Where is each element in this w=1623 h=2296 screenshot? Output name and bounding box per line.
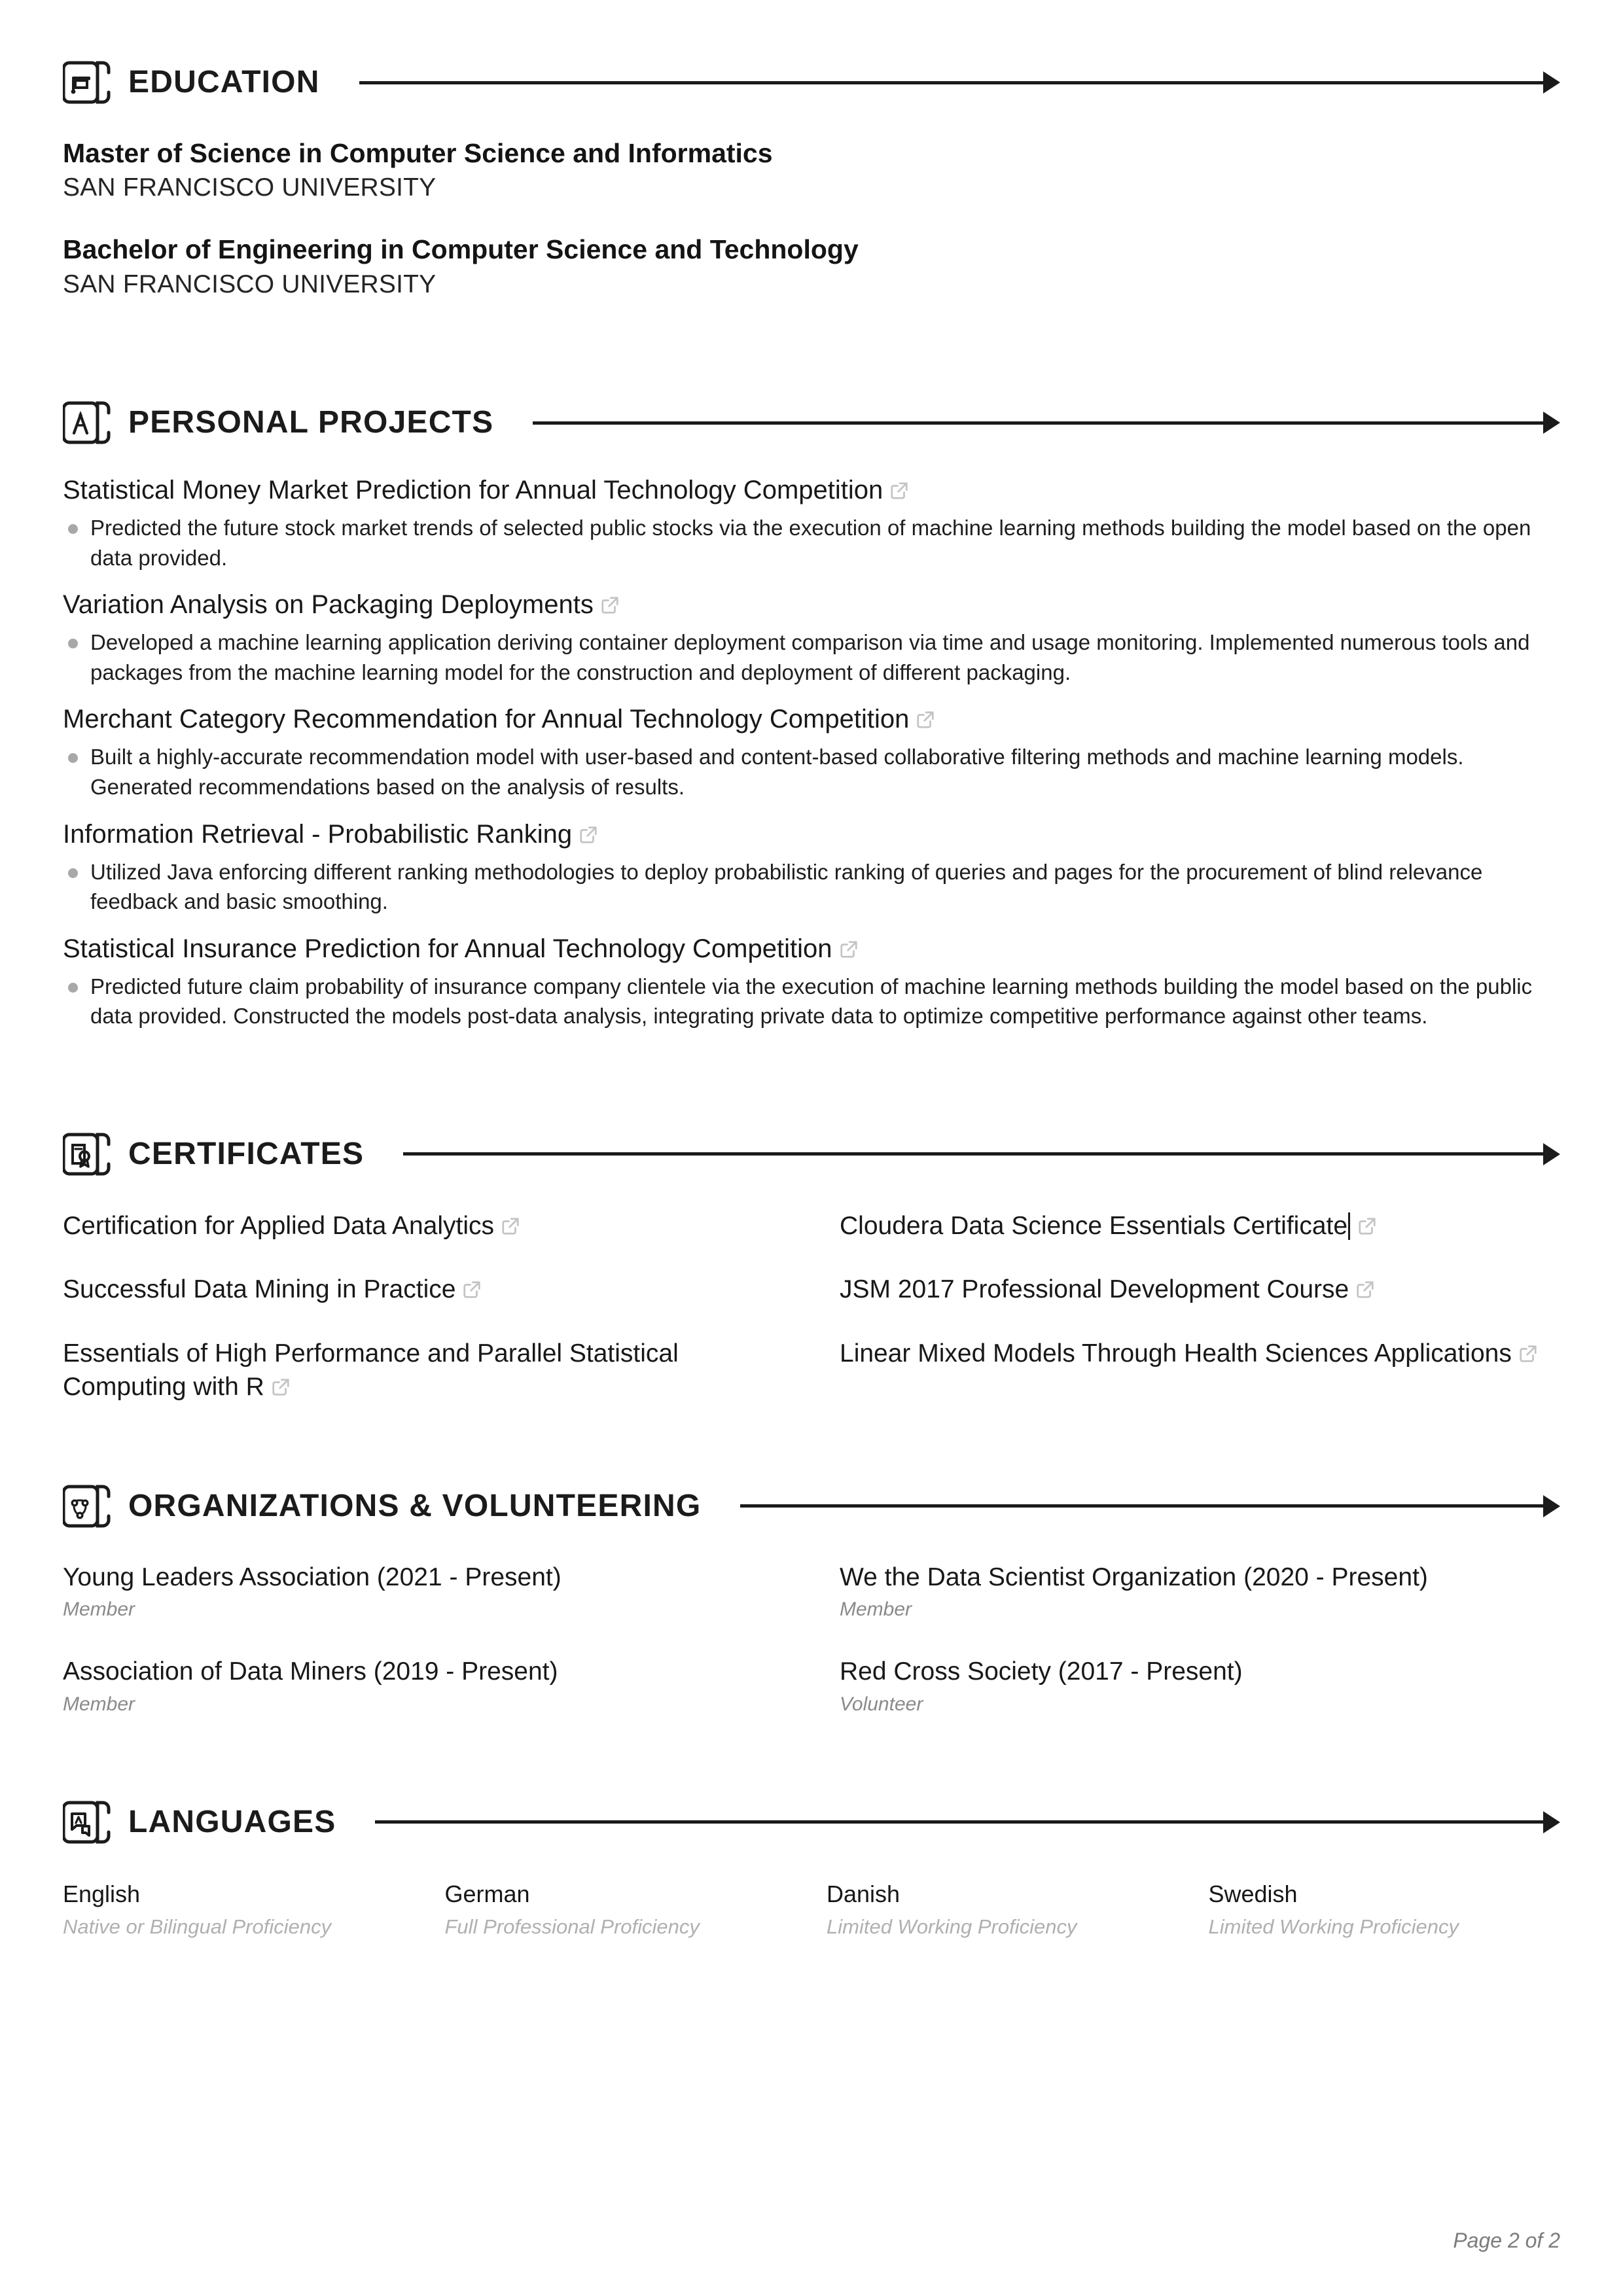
organization-role: Member <box>840 1598 912 1621</box>
project-title-row <box>63 818 1560 851</box>
project-bullets <box>63 742 1560 802</box>
rule-bar <box>740 1504 1543 1508</box>
project-bullet: Developed a machine learning application deriving container deployment comparison via time and usage monitoring. Implemented numerous tools and packages from the machine learning model for the construction and deployment of different packaging. <box>63 627 1560 687</box>
external-link-icon[interactable] <box>916 710 935 730</box>
project-item <box>63 703 1560 802</box>
project-list <box>63 474 1560 1031</box>
language-name: English <box>63 1880 141 1907</box>
rule-arrow-icon <box>1543 1143 1560 1165</box>
section-languages <box>63 1787 1560 1939</box>
organization-role: Volunteer <box>840 1693 923 1715</box>
external-link-icon[interactable] <box>1357 1216 1377 1236</box>
certificate-item <box>63 1209 783 1243</box>
education-school: SAN FRANCISCO UNIVERSITY <box>63 173 437 202</box>
project-item <box>63 474 1560 573</box>
project-item <box>63 932 1560 1031</box>
education-degree: Master of Science in Computer Science and Informatics <box>63 138 773 168</box>
language-item <box>63 1880 415 1939</box>
certificate-item <box>840 1209 1560 1243</box>
project-bullets <box>63 513 1560 573</box>
section-title-personal-projects: PERSONAL PROJECTS <box>128 405 494 440</box>
external-link-icon[interactable] <box>501 1216 520 1236</box>
language-name: Danish <box>827 1880 901 1907</box>
organization-item <box>63 1561 783 1622</box>
organization-item <box>840 1655 1560 1716</box>
external-link-icon[interactable] <box>579 825 598 845</box>
rule-bar <box>533 421 1543 425</box>
project-title-row <box>63 703 1560 735</box>
translate-icon <box>63 1793 111 1851</box>
organization-role: Member <box>63 1598 135 1621</box>
language-level: Limited Working Proficiency <box>827 1915 1077 1939</box>
rule-arrow-icon <box>1543 1811 1560 1833</box>
section-header-languages <box>63 1787 1560 1858</box>
certificate-name: JSM 2017 Professional Development Course <box>840 1275 1349 1304</box>
section-rule <box>359 75 1560 90</box>
education-list <box>63 137 1560 300</box>
rule-arrow-icon <box>1543 412 1560 434</box>
project-item <box>63 588 1560 687</box>
graduation-cap-icon <box>63 54 111 111</box>
project-bullet: Built a highly-accurate recommendation model with user-based and content-based collaborative filtering methods and machine learning models. Generated recommendations based on the analysis of results. <box>63 742 1560 802</box>
certificate-name: Cloudera Data Science Essentials Certificate <box>840 1211 1348 1240</box>
organizations-grid <box>63 1561 1560 1750</box>
section-rule <box>533 415 1560 431</box>
certificate-name: Successful Data Mining in Practice <box>63 1275 456 1304</box>
text-cursor <box>1348 1212 1350 1240</box>
project-bullet: Predicted the future stock market trends of selected public stocks via the execution of machine learning methods building the model based on the open data provided. <box>63 513 1560 573</box>
section-header-education <box>63 47 1560 118</box>
language-name: German <box>444 1880 530 1907</box>
certificates-grid <box>63 1209 1560 1434</box>
section-rule <box>403 1146 1560 1162</box>
section-education <box>63 47 1560 300</box>
project-title-row <box>63 932 1560 965</box>
section-title-organizations: ORGANIZATIONS & VOLUNTEERING <box>128 1488 702 1523</box>
section-header-organizations <box>63 1471 1560 1542</box>
section-title-education: EDUCATION <box>128 65 320 99</box>
language-level: Full Professional Proficiency <box>444 1915 700 1939</box>
certificate-name: Essentials of High Performance and Parallel Statistical Computing with R <box>63 1339 679 1402</box>
certificate-item <box>840 1337 1560 1404</box>
page-footer: Page 2 of 2 <box>1453 2229 1560 2252</box>
section-title-certificates: CERTIFICATES <box>128 1136 365 1171</box>
spacer <box>63 1750 1560 1787</box>
project-bullets <box>63 627 1560 687</box>
certificate-item <box>63 1273 783 1306</box>
project-bullet: Utilized Java enforcing different ranking methodologies to deploy probabilistic ranking of queries and pages for the procurement of blind relevance feedback and basic smoothing. <box>63 857 1560 917</box>
rule-arrow-icon <box>1543 71 1560 94</box>
organization-item <box>63 1655 783 1716</box>
project-item <box>63 818 1560 917</box>
language-item <box>827 1880 1179 1939</box>
section-organizations <box>63 1471 1560 1750</box>
organization-role: Member <box>63 1693 135 1715</box>
section-personal-projects <box>63 387 1560 1031</box>
section-rule <box>740 1498 1560 1514</box>
education-item <box>63 137 1560 203</box>
external-link-icon[interactable] <box>1355 1280 1375 1299</box>
education-school: SAN FRANCISCO UNIVERSITY <box>63 270 437 298</box>
organization-name: Association of Data Miners (2019 - Present) <box>63 1657 558 1686</box>
section-rule <box>375 1814 1560 1830</box>
language-level: Native or Bilingual Proficiency <box>63 1915 332 1939</box>
certificate-item <box>840 1273 1560 1306</box>
external-link-icon[interactable] <box>839 940 859 959</box>
organization-name: Young Leaders Association (2021 - Present) <box>63 1563 562 1591</box>
project-title: Merchant Category Recommendation for Annual Technology Competition <box>63 705 910 734</box>
language-item <box>1209 1880 1561 1939</box>
section-header-certificates <box>63 1119 1560 1190</box>
education-item <box>63 234 1560 300</box>
external-link-icon[interactable] <box>271 1377 291 1397</box>
project-title: Statistical Insurance Prediction for Annual Technology Competition <box>63 934 832 963</box>
spacer <box>63 330 1560 387</box>
organization-name: We the Data Scientist Organization (2020 - Present) <box>840 1563 1428 1591</box>
project-bullet: Predicted future claim probability of insurance company clientele via the execution of machine learning methods building the model based on the public data provided. Constructed the models post-data analysis, integrating private data to optimize competitive performance against other teams. <box>63 972 1560 1031</box>
certificate-name: Certification for Applied Data Analytics <box>63 1211 495 1240</box>
certificate-item <box>63 1337 783 1404</box>
external-link-icon[interactable] <box>1518 1344 1538 1364</box>
section-header-personal-projects <box>63 387 1560 458</box>
external-link-icon[interactable] <box>462 1280 482 1299</box>
language-name: Swedish <box>1208 1880 1298 1907</box>
languages-grid <box>63 1880 1560 1939</box>
certificate-icon <box>63 1125 111 1183</box>
project-title: Variation Analysis on Packaging Deployments <box>63 590 594 620</box>
rule-bar <box>359 81 1543 84</box>
spacer <box>63 1047 1560 1119</box>
language-level: Limited Working Proficiency <box>1208 1915 1459 1939</box>
organization-name: Red Cross Society (2017 - Present) <box>840 1657 1243 1686</box>
rule-arrow-icon <box>1543 1495 1560 1517</box>
spacer <box>63 1434 1560 1471</box>
compass-icon <box>63 394 111 451</box>
project-title: Information Retrieval - Probabilistic Ranking <box>63 819 573 849</box>
network-people-icon <box>63 1477 111 1535</box>
rule-bar <box>403 1152 1543 1156</box>
external-link-icon[interactable] <box>600 595 620 615</box>
project-bullets <box>63 857 1560 917</box>
section-title-languages: LANGUAGES <box>128 1804 336 1839</box>
organization-item <box>840 1561 1560 1622</box>
external-link-icon[interactable] <box>889 481 909 501</box>
project-title: Statistical Money Market Prediction for Annual Technology Competition <box>63 476 883 505</box>
project-title-row <box>63 474 1560 506</box>
certificate-name: Linear Mixed Models Through Health Sciences Applications <box>840 1339 1512 1368</box>
education-degree: Bachelor of Engineering in Computer Science and Technology <box>63 234 859 265</box>
language-item <box>445 1880 797 1939</box>
rule-bar <box>375 1820 1543 1824</box>
project-bullets <box>63 972 1560 1031</box>
project-title-row <box>63 588 1560 621</box>
section-certificates <box>63 1119 1560 1434</box>
